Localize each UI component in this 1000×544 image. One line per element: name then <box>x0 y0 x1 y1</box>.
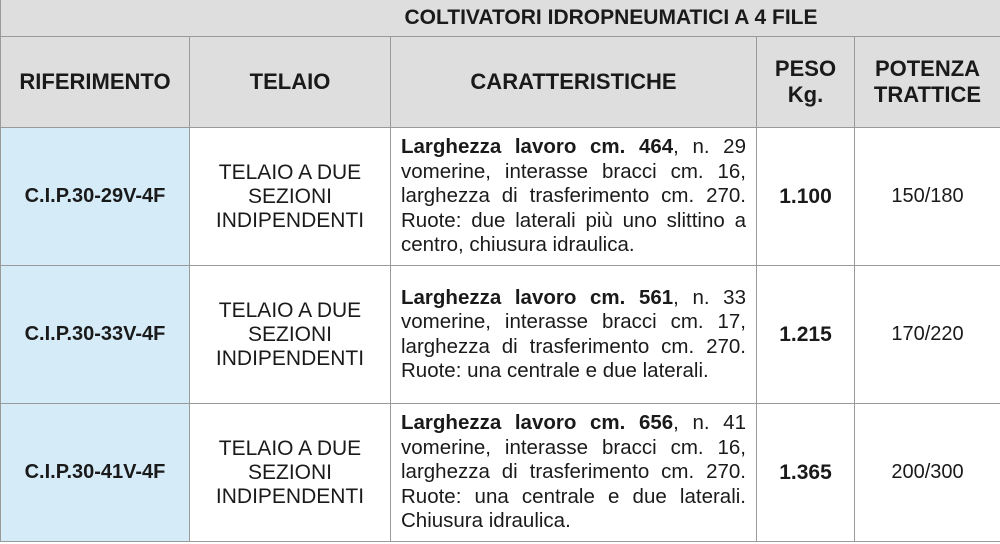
telaio-line: TELAIO A DUE <box>218 298 362 322</box>
header-potenza-line2: TRATTICE <box>873 82 982 107</box>
table-row <box>1 128 1000 266</box>
car-bold: Larghezza lavoro cm. 464 <box>401 135 674 159</box>
car-text: , n. 33 vomerine, interasse bracci cm. 17, larghezza di trasferimento cm. 270. Ruote: una centrale e due laterali. <box>401 285 746 382</box>
cell-peso: 1.365 <box>757 404 855 542</box>
cell-caratteristiche <box>391 128 757 266</box>
cell-potenza: 200/300 <box>855 404 1000 542</box>
table-row <box>1 404 1000 542</box>
telaio-line: TELAIO A DUE <box>218 436 362 460</box>
table-row <box>1 266 1000 404</box>
table-title: COLTIVATORI IDROPNEUMATICI A 4 FILE <box>391 0 1000 37</box>
title-row <box>1 0 1000 37</box>
telaio-line: INDIPENDENTI <box>215 346 365 370</box>
telaio-line: INDIPENDENTI <box>215 484 365 508</box>
header-caratteristiche: CARATTERISTICHE <box>391 37 757 128</box>
cell-caratteristiche <box>391 404 757 542</box>
telaio-line: TELAIO A DUE <box>218 160 362 184</box>
telaio-line: INDIPENDENTI <box>215 208 365 232</box>
cell-telaio <box>190 266 391 404</box>
telaio-line: SEZIONI <box>247 184 332 208</box>
telaio-line: SEZIONI <box>247 460 332 484</box>
cell-riferimento: C.I.P.30-33V-4F <box>1 266 190 404</box>
car-bold: Larghezza lavoro cm. 656 <box>401 411 674 435</box>
car-text: , n. 41 vomerine, interasse bracci cm. 16, larghezza di trasferimento cm. 270. Ruote: una centrale e due laterali. Chiusura idraulica. <box>401 411 746 533</box>
car-text: , n. 29 vomerine, interasse bracci cm. 16, larghezza di trasferimento cm. 270. Ruote: due laterali più uno slittino a centro, chiusura idraulica. <box>401 135 746 257</box>
header-row <box>1 37 1000 128</box>
cell-telaio <box>190 128 391 266</box>
header-riferimento: RIFERIMENTO <box>1 37 190 128</box>
header-potenza-line1: POTENZA <box>874 56 981 81</box>
cell-riferimento: C.I.P.30-41V-4F <box>1 404 190 542</box>
telaio-line: SEZIONI <box>247 322 332 346</box>
cell-peso: 1.100 <box>757 128 855 266</box>
cell-potenza: 170/220 <box>855 266 1000 404</box>
car-bold: Larghezza lavoro cm. 561 <box>401 285 674 309</box>
header-peso <box>757 37 855 128</box>
cell-potenza: 150/180 <box>855 128 1000 266</box>
cell-caratteristiche <box>391 266 757 404</box>
header-peso-line2: Kg. <box>787 82 824 107</box>
header-telaio: TELAIO <box>190 37 391 128</box>
title-spacer <box>1 0 391 37</box>
cell-riferimento: C.I.P.30-29V-4F <box>1 128 190 266</box>
header-peso-line1: PESO <box>774 56 837 81</box>
cell-telaio <box>190 404 391 542</box>
header-potenza <box>855 37 1000 128</box>
cell-peso: 1.215 <box>757 266 855 404</box>
